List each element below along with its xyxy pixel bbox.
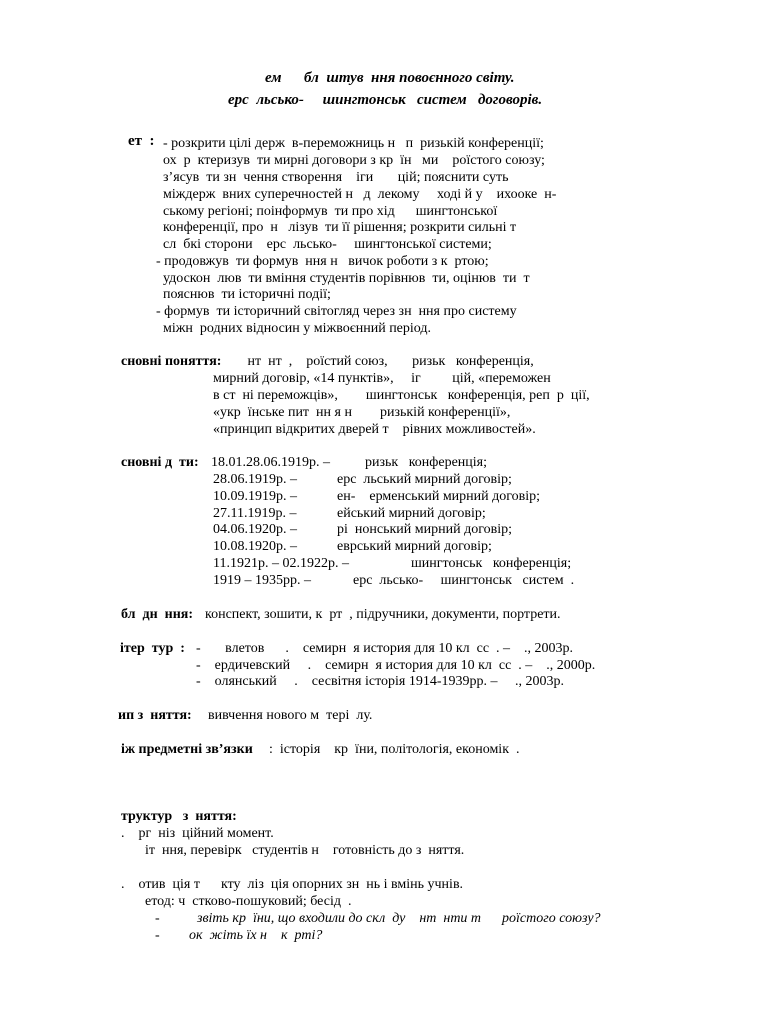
intersubject-label: іж предметні зв’язки xyxy=(121,742,253,757)
goals-line: сл бкі сторони ерс льсько- шингтонської системи; xyxy=(163,237,492,252)
date-event: ейський мирний договір; xyxy=(337,506,486,521)
dates-label: сновні д ти: xyxy=(121,455,199,470)
date-event: ен- ерменський мирний договір; xyxy=(337,489,541,504)
structure-line: етод: ч стково-пошуковий; бесід . xyxy=(145,894,352,909)
structure-line: . рг ніз ційний момент. xyxy=(121,826,274,841)
goals-line: міждерж вних суперечностей н д лекому ході й у ихооке н- xyxy=(163,187,557,202)
date-event: ерс льсько- шингтонськ систем . xyxy=(353,573,575,588)
literature-item: - влетов . семирн я история для 10 кл сс . – ., 2003р. xyxy=(196,641,574,656)
goals-label: ет : xyxy=(128,133,155,149)
literature-item: - олянський . сесвітня історія 1914-1939рр. – ., 2003р. xyxy=(196,674,565,689)
date-value: 10.09.1919р. – xyxy=(213,489,297,504)
literature-label: ітер тур : xyxy=(120,641,185,656)
goals-line: міжн родних відносин у міжвоєнний період. xyxy=(163,321,432,336)
date-event: ерс льський мирний договір; xyxy=(337,472,512,487)
goals-line: конференції, про н лізув ти її рішення; розкрити сильні т xyxy=(163,220,517,235)
page-title-line1: ем бл штув ння повоєнного світу. xyxy=(265,70,515,86)
date-value: 11.1921р. – 02.1922р. – xyxy=(213,556,349,571)
goals-line: ох р ктеризув ти мирні договори з кр їн ми роїстого союзу; xyxy=(163,153,545,168)
date-event: ризьк конференція; xyxy=(365,455,487,470)
concepts-label: сновні поняття: xyxy=(121,354,222,369)
question-text: ок жіть їх н к рті? xyxy=(189,928,323,943)
goals-line: - продовжув ти формув ння н вичок роботи з к ртою; xyxy=(156,254,489,269)
concepts-line: нт нт , роїстий союз, ризьк конференція, xyxy=(237,354,534,369)
date-value: 18.01.28.06.1919р. – xyxy=(211,455,330,470)
date-value: 04.06.1920р. – xyxy=(213,522,297,537)
structure-line: іт ння, перевірк студентів н готовність до з няття. xyxy=(145,843,465,858)
goals-line: з’ясув ти зн чення створення іги цій; пояснити суть xyxy=(163,170,509,185)
lesson-type-label: ип з няття: xyxy=(118,708,192,723)
goals-line: - розкрити цілі держ в-переможниць н п ризькій конференції; xyxy=(163,136,544,151)
equipment-label: бл дн ння: xyxy=(121,607,194,622)
question-dash: - xyxy=(155,928,160,943)
goals-line: пояснюв ти історичні події; xyxy=(163,287,331,302)
lesson-type-text: вивчення нового м тері лу. xyxy=(208,708,373,723)
question-text: звіть кр їни, що входили до скл ду нт нти т роїстого союзу? xyxy=(197,911,601,926)
date-event: рі нонський мирний договір; xyxy=(337,522,512,537)
goals-line: удоскон люв ти вміння студентів порівнюв ти, оцінюв ти т xyxy=(163,271,530,286)
question-dash: - xyxy=(155,911,160,926)
date-value: 1919 – 1935рр. – xyxy=(213,573,311,588)
concepts-line: «принцип відкритих дверей т рівних можливостей». xyxy=(213,422,536,437)
date-event: еврський мирний договір; xyxy=(337,539,492,554)
concepts-line: «укр їнське пит нн я н ризькій конференції», xyxy=(213,405,511,420)
concepts-line: мирний договір, «14 пунктів», іг цій, «переможен xyxy=(213,371,551,386)
literature-item: - ердичевский . семирн я история для 10 кл сс . – ., 2000р. xyxy=(196,658,596,673)
equipment-text: конспект, зошити, к рт , підручники, документи, портрети. xyxy=(205,607,561,622)
date-value: 10.08.1920р. – xyxy=(213,539,297,554)
intersubject-text: : історія кр їни, політологія, економік . xyxy=(269,742,520,757)
date-value: 27.11.1919р. – xyxy=(213,506,297,521)
date-event: шингтонськ конференція; xyxy=(411,556,572,571)
goals-line: ському регіоні; поінформув ти про хід шингтонської xyxy=(163,204,498,219)
page-title-line2: ерс льсько- шингтонськ систем договорів. xyxy=(228,92,543,108)
goals-line: - формув ти історичний світогляд через зн ння про систему xyxy=(156,304,517,319)
concepts-line: в ст ні переможців», шингтонськ конференція, реп р ції, xyxy=(213,388,590,403)
structure-label: труктур з няття: xyxy=(121,809,237,824)
structure-line: . отив ція т кту ліз ція опорних зн нь і вмінь учнів. xyxy=(121,877,464,892)
date-value: 28.06.1919р. – xyxy=(213,472,297,487)
